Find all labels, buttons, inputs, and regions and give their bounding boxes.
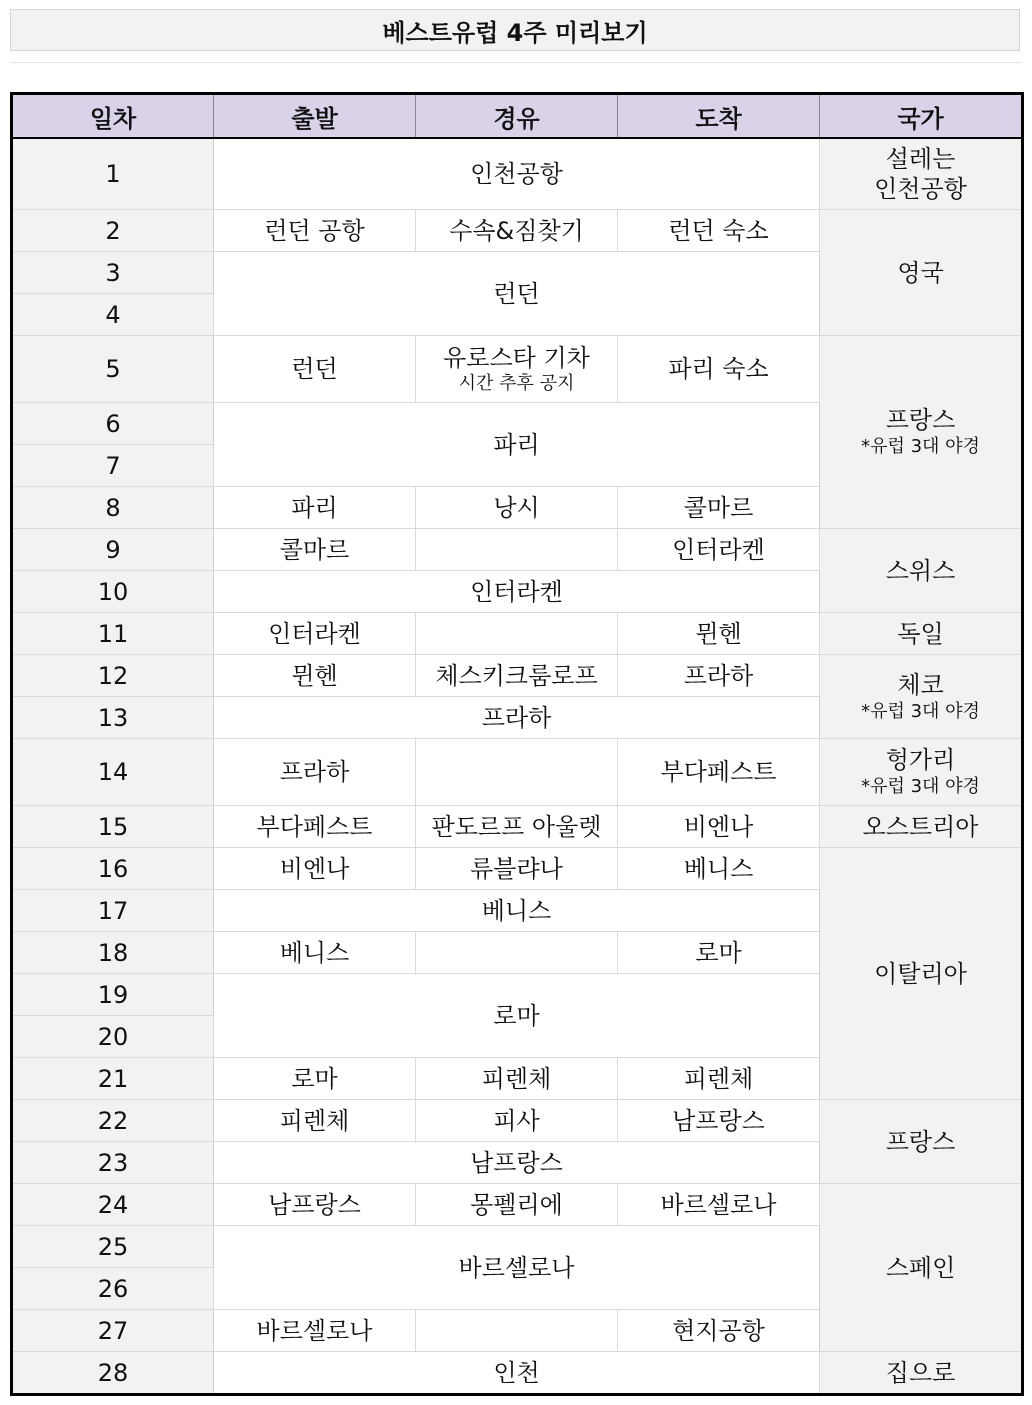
via-cell: 피사: [416, 1100, 618, 1142]
place-cell: 남프랑스: [214, 1142, 820, 1184]
depart-cell: 런던 공항: [214, 210, 416, 252]
via-cell: 피렌체: [416, 1058, 618, 1100]
arrive-cell: 로마: [618, 932, 820, 974]
arrive-cell: 파리 숙소: [618, 336, 820, 403]
country-cell: 이탈리아: [820, 848, 1023, 1100]
place-cell: 바르셀로나: [214, 1226, 820, 1310]
country-label: 헝가리: [885, 746, 956, 775]
arrive-cell: 부다페스트: [618, 739, 820, 806]
arrive-cell: 피렌체: [618, 1058, 820, 1100]
day-cell: 2: [12, 210, 214, 252]
country-cell: 집으로: [820, 1352, 1023, 1395]
day-cell: 7: [12, 445, 214, 487]
depart-cell: 비엔나: [214, 848, 416, 890]
via-cell: [416, 529, 618, 571]
country-line: 인천공항: [874, 175, 967, 203]
depart-cell: 남프랑스: [214, 1184, 416, 1226]
via-cell: 체스키크룸로프: [416, 655, 618, 697]
place-cell: 프라하: [214, 697, 820, 739]
arrive-cell: 바르셀로나: [618, 1184, 820, 1226]
arrive-cell: 인터라켄: [618, 529, 820, 571]
day-cell: 28: [12, 1352, 214, 1395]
country-note: *유럽 3대 야경: [861, 436, 980, 458]
day-cell: 20: [12, 1016, 214, 1058]
day-cell: 5: [12, 336, 214, 403]
country-cell: 오스트리아: [820, 806, 1023, 848]
via-cell: [416, 613, 618, 655]
arrive-cell: 뮌헨: [618, 613, 820, 655]
depart-cell: 피렌체: [214, 1100, 416, 1142]
day-cell: 22: [12, 1100, 214, 1142]
table-row: [12, 1184, 1023, 1226]
via-cell: [416, 932, 618, 974]
place-cell: 런던: [214, 252, 820, 336]
depart-cell: 로마: [214, 1058, 416, 1100]
day-cell: 24: [12, 1184, 214, 1226]
country-cell: 영국: [820, 210, 1023, 336]
place-cell: 인천공항: [214, 138, 820, 210]
day-cell: 26: [12, 1268, 214, 1310]
day-cell: 6: [12, 403, 214, 445]
place-cell: 인천: [214, 1352, 820, 1395]
day-cell: 3: [12, 252, 214, 294]
table-row: [12, 655, 1023, 697]
day-cell: 21: [12, 1058, 214, 1100]
depart-cell: 콜마르: [214, 529, 416, 571]
depart-cell: 파리: [214, 487, 416, 529]
via-cell: [416, 739, 618, 806]
table-row: [12, 210, 1023, 252]
place-cell: 인터라켄: [214, 571, 820, 613]
day-cell: 27: [12, 1310, 214, 1352]
day-cell: 4: [12, 294, 214, 336]
header-country: 국가: [820, 94, 1023, 139]
arrive-cell: 런던 숙소: [618, 210, 820, 252]
via-cell: 낭시: [416, 487, 618, 529]
day-cell: 23: [12, 1142, 214, 1184]
country-cell: 프랑스: [820, 1100, 1023, 1184]
country-cell: 스페인: [820, 1184, 1023, 1352]
country-cell: [820, 138, 1023, 210]
table-row: [12, 739, 1023, 806]
header-row: [12, 94, 1023, 139]
depart-cell: 프라하: [214, 739, 416, 806]
table-row: [12, 613, 1023, 655]
country-label: 프랑스: [885, 406, 956, 435]
table-row: [12, 1352, 1023, 1395]
depart-cell: 뮌헨: [214, 655, 416, 697]
table-row: [12, 138, 1023, 210]
via-cell: 류블랴나: [416, 848, 618, 890]
country-cell: 독일: [820, 613, 1023, 655]
header-depart: 출발: [214, 94, 416, 139]
country-cell: [820, 655, 1023, 739]
day-cell: 11: [12, 613, 214, 655]
depart-cell: 인터라켄: [214, 613, 416, 655]
via-cell: [416, 1310, 618, 1352]
day-cell: 18: [12, 932, 214, 974]
divider: [10, 62, 1022, 63]
itinerary-table: [10, 92, 1024, 1396]
arrive-cell: 비엔나: [618, 806, 820, 848]
arrive-cell: 현지공항: [618, 1310, 820, 1352]
header-day: 일차: [12, 94, 214, 139]
day-cell: 16: [12, 848, 214, 890]
day-cell: 13: [12, 697, 214, 739]
table-row: [12, 1100, 1023, 1142]
country-note: *유럽 3대 야경: [861, 700, 980, 722]
day-cell: 25: [12, 1226, 214, 1268]
header-via: 경유: [416, 94, 618, 139]
country-cell: 스위스: [820, 529, 1023, 613]
table-row: [12, 336, 1023, 403]
depart-cell: 바르셀로나: [214, 1310, 416, 1352]
via-cell: [416, 336, 618, 403]
day-cell: 1: [12, 138, 214, 210]
arrive-cell: 프라하: [618, 655, 820, 697]
country-cell: [820, 739, 1023, 806]
country-label: 체코: [897, 670, 944, 699]
via-cell: 수속&짐찾기: [416, 210, 618, 252]
via-sub-label: 시간 추후 공지: [458, 373, 575, 395]
day-cell: 9: [12, 529, 214, 571]
arrive-cell: 남프랑스: [618, 1100, 820, 1142]
depart-cell: 부다페스트: [214, 806, 416, 848]
country-note: *유럽 3대 야경: [861, 776, 980, 798]
via-label: 유로스타 기차: [443, 344, 590, 373]
place-cell: 파리: [214, 403, 820, 487]
table-row: [12, 848, 1023, 890]
table-row: [12, 529, 1023, 571]
day-cell: 8: [12, 487, 214, 529]
country-line: 설레는: [885, 145, 956, 173]
day-cell: 14: [12, 739, 214, 806]
page-title: 베스트유럽 4주 미리보기: [10, 9, 1020, 51]
arrive-cell: 콜마르: [618, 487, 820, 529]
day-cell: 15: [12, 806, 214, 848]
country-cell: [820, 336, 1023, 529]
place-cell: 로마: [214, 974, 820, 1058]
table-row: [12, 806, 1023, 848]
header-arrive: 도착: [618, 94, 820, 139]
depart-cell: 런던: [214, 336, 416, 403]
place-cell: 베니스: [214, 890, 820, 932]
day-cell: 12: [12, 655, 214, 697]
via-cell: 몽펠리에: [416, 1184, 618, 1226]
day-cell: 19: [12, 974, 214, 1016]
arrive-cell: 베니스: [618, 848, 820, 890]
depart-cell: 베니스: [214, 932, 416, 974]
via-cell: 판도르프 아울렛: [416, 806, 618, 848]
day-cell: 17: [12, 890, 214, 932]
day-cell: 10: [12, 571, 214, 613]
